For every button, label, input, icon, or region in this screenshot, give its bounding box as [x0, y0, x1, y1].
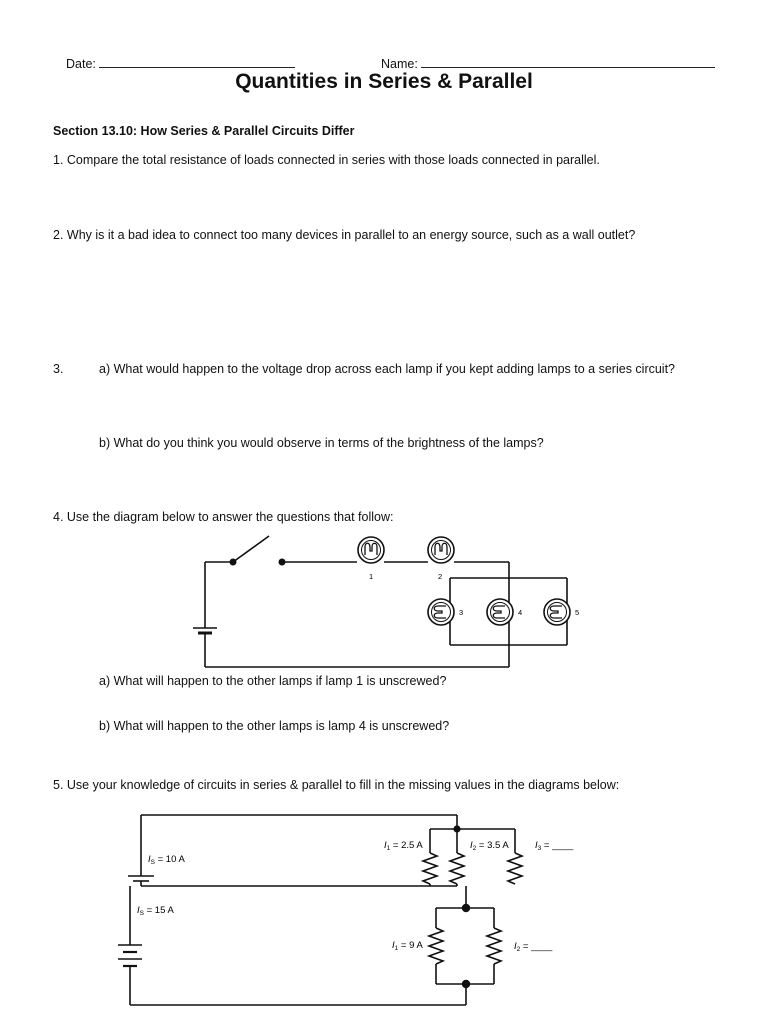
top-r3-current-label: $I_3$ = ____ [535, 840, 574, 852]
bottom-resistor-2 [487, 928, 501, 964]
lamp-1-label: 1 [369, 572, 374, 581]
bottom-r1-current-label: $I_1 = 9$ A [392, 940, 423, 952]
top-source-current-label: $I_S = 10$ A [148, 854, 185, 866]
question-3a: a) What would happen to the voltage drop across each lamp if you kept adding lamps to a series circuit? [99, 362, 676, 376]
lamp-2-label: 2 [438, 572, 443, 581]
bottom-source-current-label: $I_S = 15$ A [137, 905, 174, 917]
question-4b: b) What will happen to the other lamps is lamp 4 is unscrewed? [99, 719, 450, 733]
section-heading: Section 13.10: How Series & Parallel Circuits Differ [53, 124, 355, 138]
top-resistor-1 [423, 853, 437, 884]
bottom-circuit [118, 886, 553, 1005]
top-r1-current-label: $I_1 = 2.5$ A [384, 840, 423, 852]
question-3b: b) What do you think you would observe in terms of the brightness of the lamps? [99, 436, 544, 450]
question-3-number: 3. [53, 362, 64, 376]
question-4a: a) What will happen to the other lamps if lamp 1 is unscrewed? [99, 674, 447, 688]
top-r2-current-label: $I_2 = 3.5$ A [470, 840, 509, 852]
question-4: 4. Use the diagram below to answer the questions that follow: [53, 510, 394, 524]
bottom-resistor-1 [429, 928, 443, 964]
top-resistor-2 [450, 853, 464, 884]
bottom-r2-current-label: $I_2$ = ____ [514, 941, 553, 953]
question-1: 1. Compare the total resistance of loads connected in series with those loads connected in parallel. [53, 153, 600, 167]
question-5: 5. Use your knowledge of circuits in series & parallel to fill in the missing values in the diagrams below: [53, 778, 620, 792]
lamp-5-label: 5 [575, 608, 580, 617]
question-2: 2. Why is it a bad idea to connect too many devices in parallel to an energy source, such as a wall outlet? [53, 228, 636, 242]
top-resistor-3 [508, 853, 522, 884]
top-circuit [128, 815, 574, 886]
page-title: Quantities in Series & Parallel [235, 70, 533, 93]
lamp-4-label: 4 [518, 608, 523, 617]
date-label: Date: [66, 57, 96, 71]
name-label: Name: [381, 57, 418, 71]
lamp-3-label: 3 [459, 608, 464, 617]
